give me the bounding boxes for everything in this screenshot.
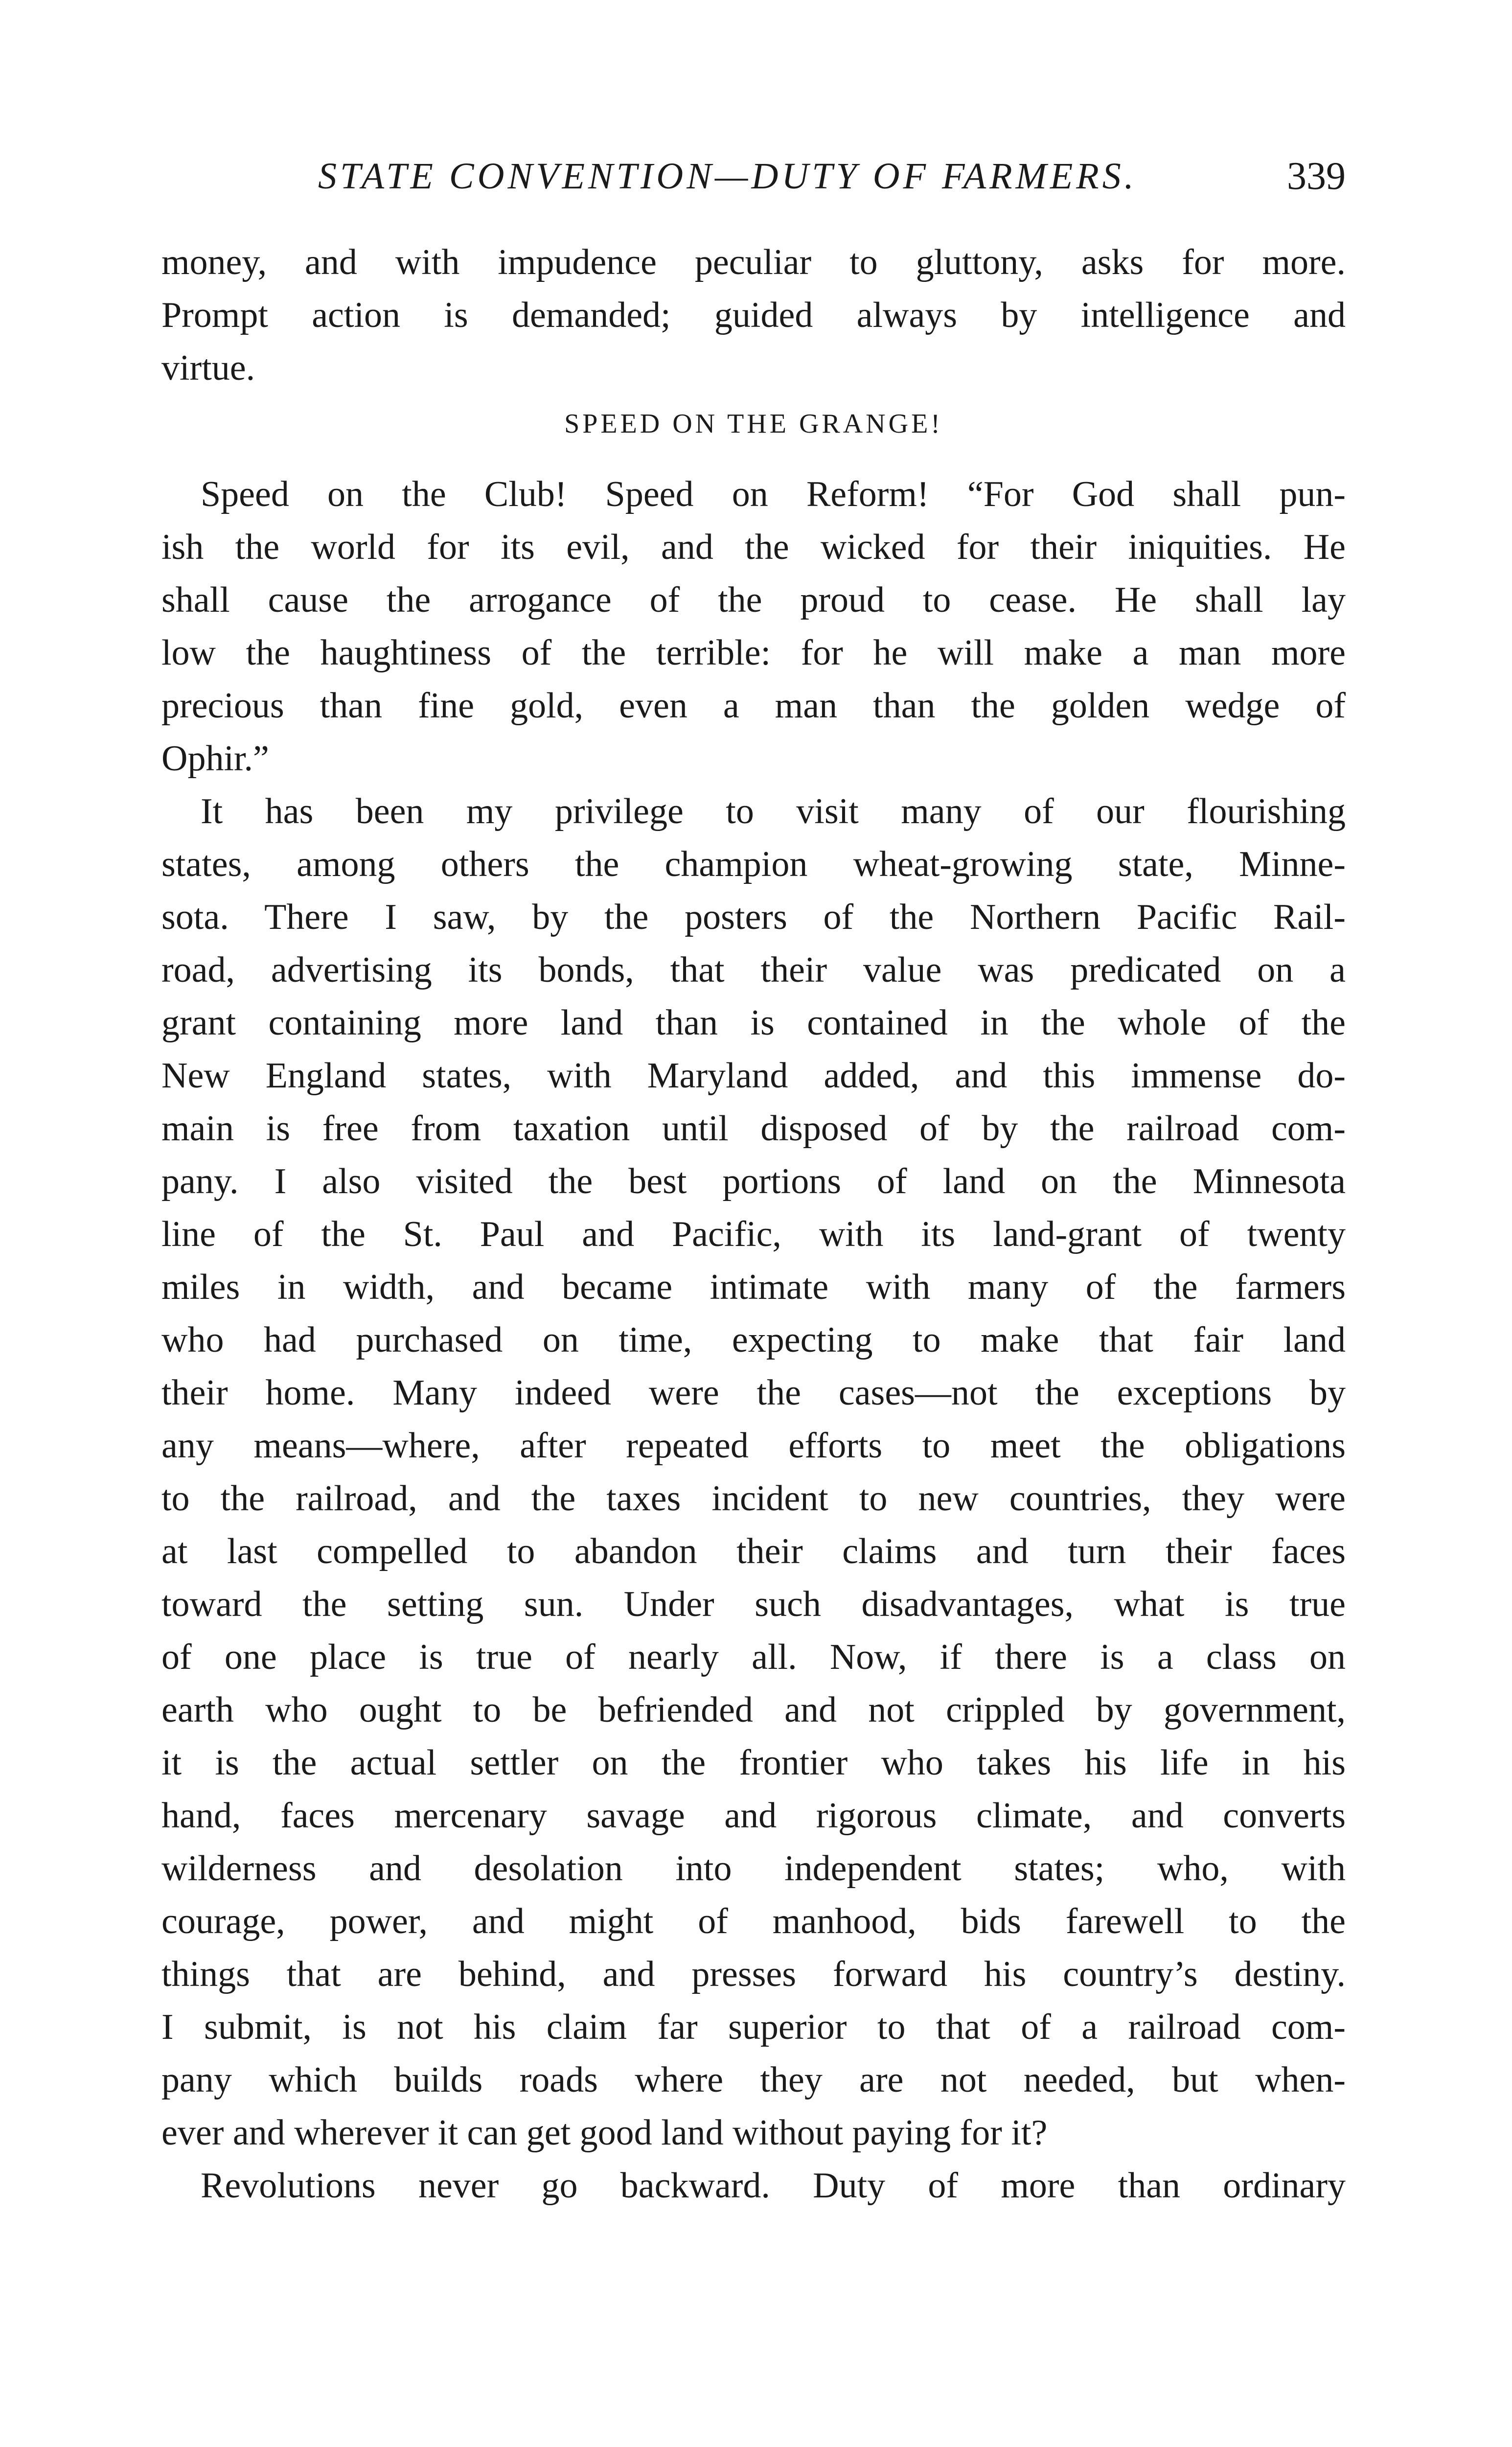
text-line: ever and wherever it can get good land without paying for it? (161, 2113, 1048, 2153)
text-line: things that are behind, and presses forward his country’s destiny. (161, 1954, 1346, 1994)
text-line: sota. There I saw, by the posters of the Northern Pacific Rail- (161, 897, 1346, 937)
text-line: money, and with impudence peculiar to gluttony, asks for more. (161, 242, 1346, 282)
text-line: to the railroad, and the taxes incident to new countries, they were (161, 1478, 1346, 1519)
text-line: it is the actual settler on the frontier who takes his life in his (161, 1743, 1346, 1783)
text-line: Speed on the Club! Speed on Reform! “For God shall pun- (201, 474, 1346, 514)
text-line: Revolutions never go backward. Duty of more than ordinary (201, 2166, 1346, 2206)
text-line: New England states, with Maryland added, and this immense do- (161, 1056, 1346, 1096)
text-line: ish the world for its evil, and the wicked for their iniquities. He (161, 527, 1346, 567)
text-line: any means—where, after repeated efforts to meet the obligations (161, 1426, 1346, 1466)
text-line: earth who ought to be befriended and not crippled by government, (161, 1690, 1346, 1730)
text-line: hand, faces mercenary savage and rigorous climate, and converts (161, 1796, 1346, 1836)
text-line: pany which builds roads where they are not needed, but when- (161, 2060, 1346, 2100)
section-heading: SPEED ON THE GRANGE! (564, 409, 943, 439)
text-line: toward the setting sun. Under such disadvantages, what is true (161, 1584, 1346, 1624)
text-line: shall cause the arrogance of the proud to cease. He shall lay (161, 580, 1346, 620)
paragraph-continuation (161, 236, 1346, 394)
paragraph-revolutions (161, 2159, 1346, 2212)
text-line: their home. Many indeed were the cases—not the exceptions by (161, 1373, 1346, 1413)
text-line: at last compelled to abandon their claims and turn their faces (161, 1531, 1346, 1571)
text-line: Ophir.” (161, 739, 269, 779)
text-line: states, among others the champion wheat-growing state, Minne- (161, 844, 1346, 884)
text-line: road, advertising its bonds, that their value was predicated on a (161, 950, 1346, 990)
text-line: miles in width, and became intimate with many of the farmers (161, 1267, 1346, 1307)
text-line: I submit, is not his claim far superior to that of a railroad com- (161, 2007, 1346, 2047)
text-line: who had purchased on time, expecting to make that fair land (161, 1320, 1346, 1360)
text-line: grant containing more land than is contained in the whole of the (161, 1003, 1346, 1043)
text-line: virtue. (161, 348, 255, 388)
text-line: precious than fine gold, even a man than the golden wedge of (161, 686, 1346, 726)
text-line: It has been my privilege to visit many of our flourishing (201, 791, 1346, 831)
body-text (161, 236, 1346, 2212)
text-line: courage, power, and might of manhood, bids farewell to the (161, 1901, 1346, 1941)
paragraph-privilege (161, 785, 1346, 2159)
text-line: Prompt action is demanded; guided always by intelligence and (161, 295, 1346, 335)
paragraph-speed-on (161, 468, 1346, 785)
text-line: line of the St. Paul and Pacific, with its land-grant of twenty (161, 1214, 1346, 1254)
text-line: pany. I also visited the best portions of land on the Minnesota (161, 1161, 1346, 1201)
text-line: low the haughtiness of the terrible: for he will make a man more (161, 633, 1346, 673)
running-head-title: STATE CONVENTION—DUTY OF FARMERS. (318, 156, 1137, 197)
text-line: of one place is true of nearly all. Now, if there is a class on (161, 1637, 1346, 1677)
text-line: wilderness and desolation into independent states; who, with (161, 1848, 1346, 1889)
page-number: 339 (1287, 155, 1346, 198)
running-head (161, 147, 1346, 206)
text-line: main is free from taxation until disposed of by the railroad com- (161, 1108, 1346, 1149)
